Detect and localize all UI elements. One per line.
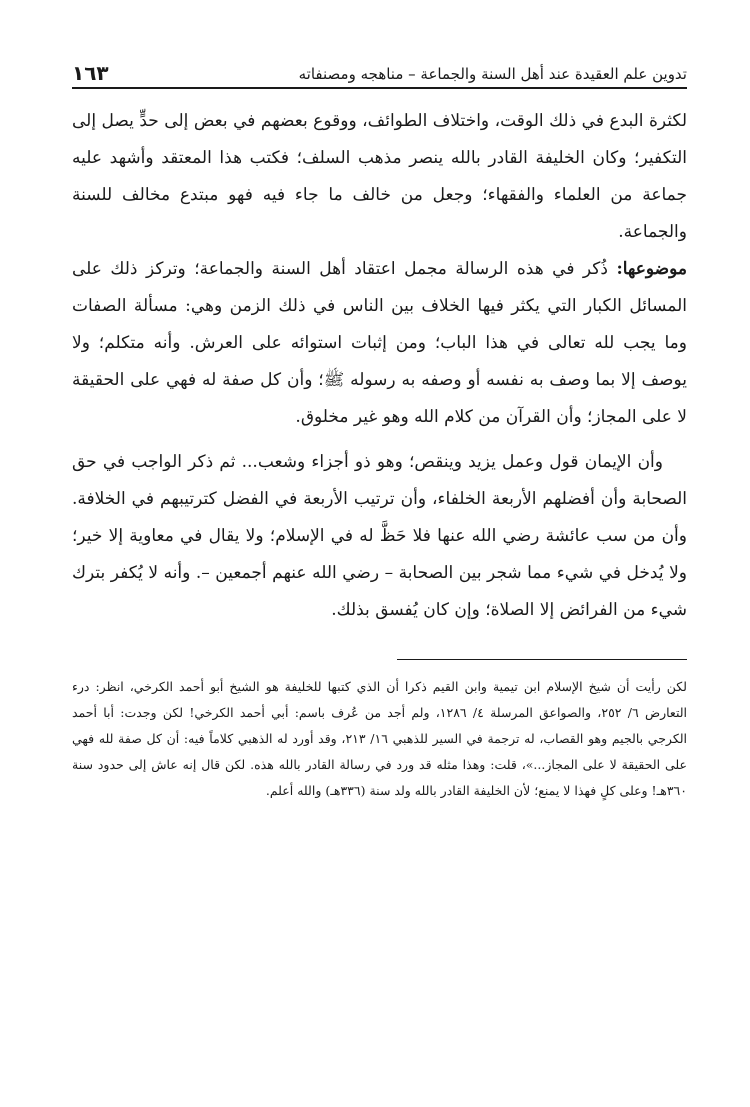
paragraph-1: لكثرة البدع في ذلك الوقت، واختلاف الطوائف، ووقوع بعضهم في بعض إلى حدٍّ يصل إلى التكفير؛ وكان الخليفة القادر بالله ينصر مذهب السلف؛ فكتب هذا المعتقد وأشهد عليه جماعة من العلماء والفقهاء؛ وجعل من خالف ما جاء فيه فهو مبتدع مخالف للسنة والجماعة. — [72, 111, 687, 242]
footnotes — [72, 674, 687, 804]
footnote-text: لكن رأيت أن شيخ الإسلام ابن تيمية وابن القيم ذكرا أن الذي كتبها للخليفة هو الشيخ أبو أحمد الكرخي، انظر: درء التعارض ٦/ ٢٥٢، والصواعق المرسلة ٤/ ١٢٨٦، ولم أجد من عُرف باسم: أبي أحمد الكرخي! لكن وجدت: أبا أحمد الكرجي بالجيم وهو القصاب، له ترجمة في السير للذهبي ١٦/ ٢١٣، وقد أورد له الذهبي كلاماً فيه: أن كل صفة لله فهي على الحقيقة لا على المجاز...»، قلت: وهذا مثله قد ورد في رسالة القادر بالله هذه. لكن قال إنه عاش إلى حدود سنة ٣٦٠هـ! وعلى كلٍ فهذا لا يمنع؛ لأن الخليفة القادر بالله ولد سنة (٣٣٦هـ) والله أعلم. — [72, 679, 688, 798]
footnote-separator — [397, 659, 687, 660]
paragraph-2 — [72, 251, 687, 436]
page-number: ١٦٣ — [72, 61, 109, 85]
running-header-title: تدوين علم العقيدة عند أهل السنة والجماعة – مناهجه ومصنفاته — [298, 65, 687, 83]
section-lead-topic: موضوعها: — [616, 259, 687, 279]
main-text — [72, 103, 687, 629]
running-header — [72, 55, 687, 89]
paragraph-3: وأن الإيمان قول وعمل يزيد وينقص؛ وهو ذو أجزاء وشعب... ثم ذكر الواجب في حق الصحابة وأن أفضلهم الأربعة الخلفاء، وأن ترتيب الأربعة في الفضل كترتيبهم في الخلافة. وأن من سب عائشة رضي الله عنها فلا حَظَّ له في الإسلام؛ ولا يقال في معاوية إلا خير؛ ولا يُدخل في شيء مما شجر بين الصحابة – رضي الله عنهم أجمعين –. وأنه لا يُكفر بترك شيء من الفرائض إلا الصلاة؛ وإن كان يُفسق بذلك. — [72, 452, 687, 620]
document-page — [72, 55, 687, 804]
paragraph-2-text: ذُكر في هذه الرسالة مجمل اعتقاد أهل السنة والجماعة؛ وتركز ذلك على المسائل الكبار التي يكثر فيها الخلاف بين الناس في ذلك الزمن وهي: مسألة الصفات وما يجب لله تعالى في هذا الباب؛ ومن إثبات استوائه على العرش. وأنه متكلم؛ ولا يوصف إلا بما وصف به نفسه أو وصفه به رسوله ﷺ؛ وأن كل صفة له فهي على الحقيقة لا على المجاز؛ وأن القرآن من كلام الله وهو غير مخلوق. — [72, 259, 687, 427]
